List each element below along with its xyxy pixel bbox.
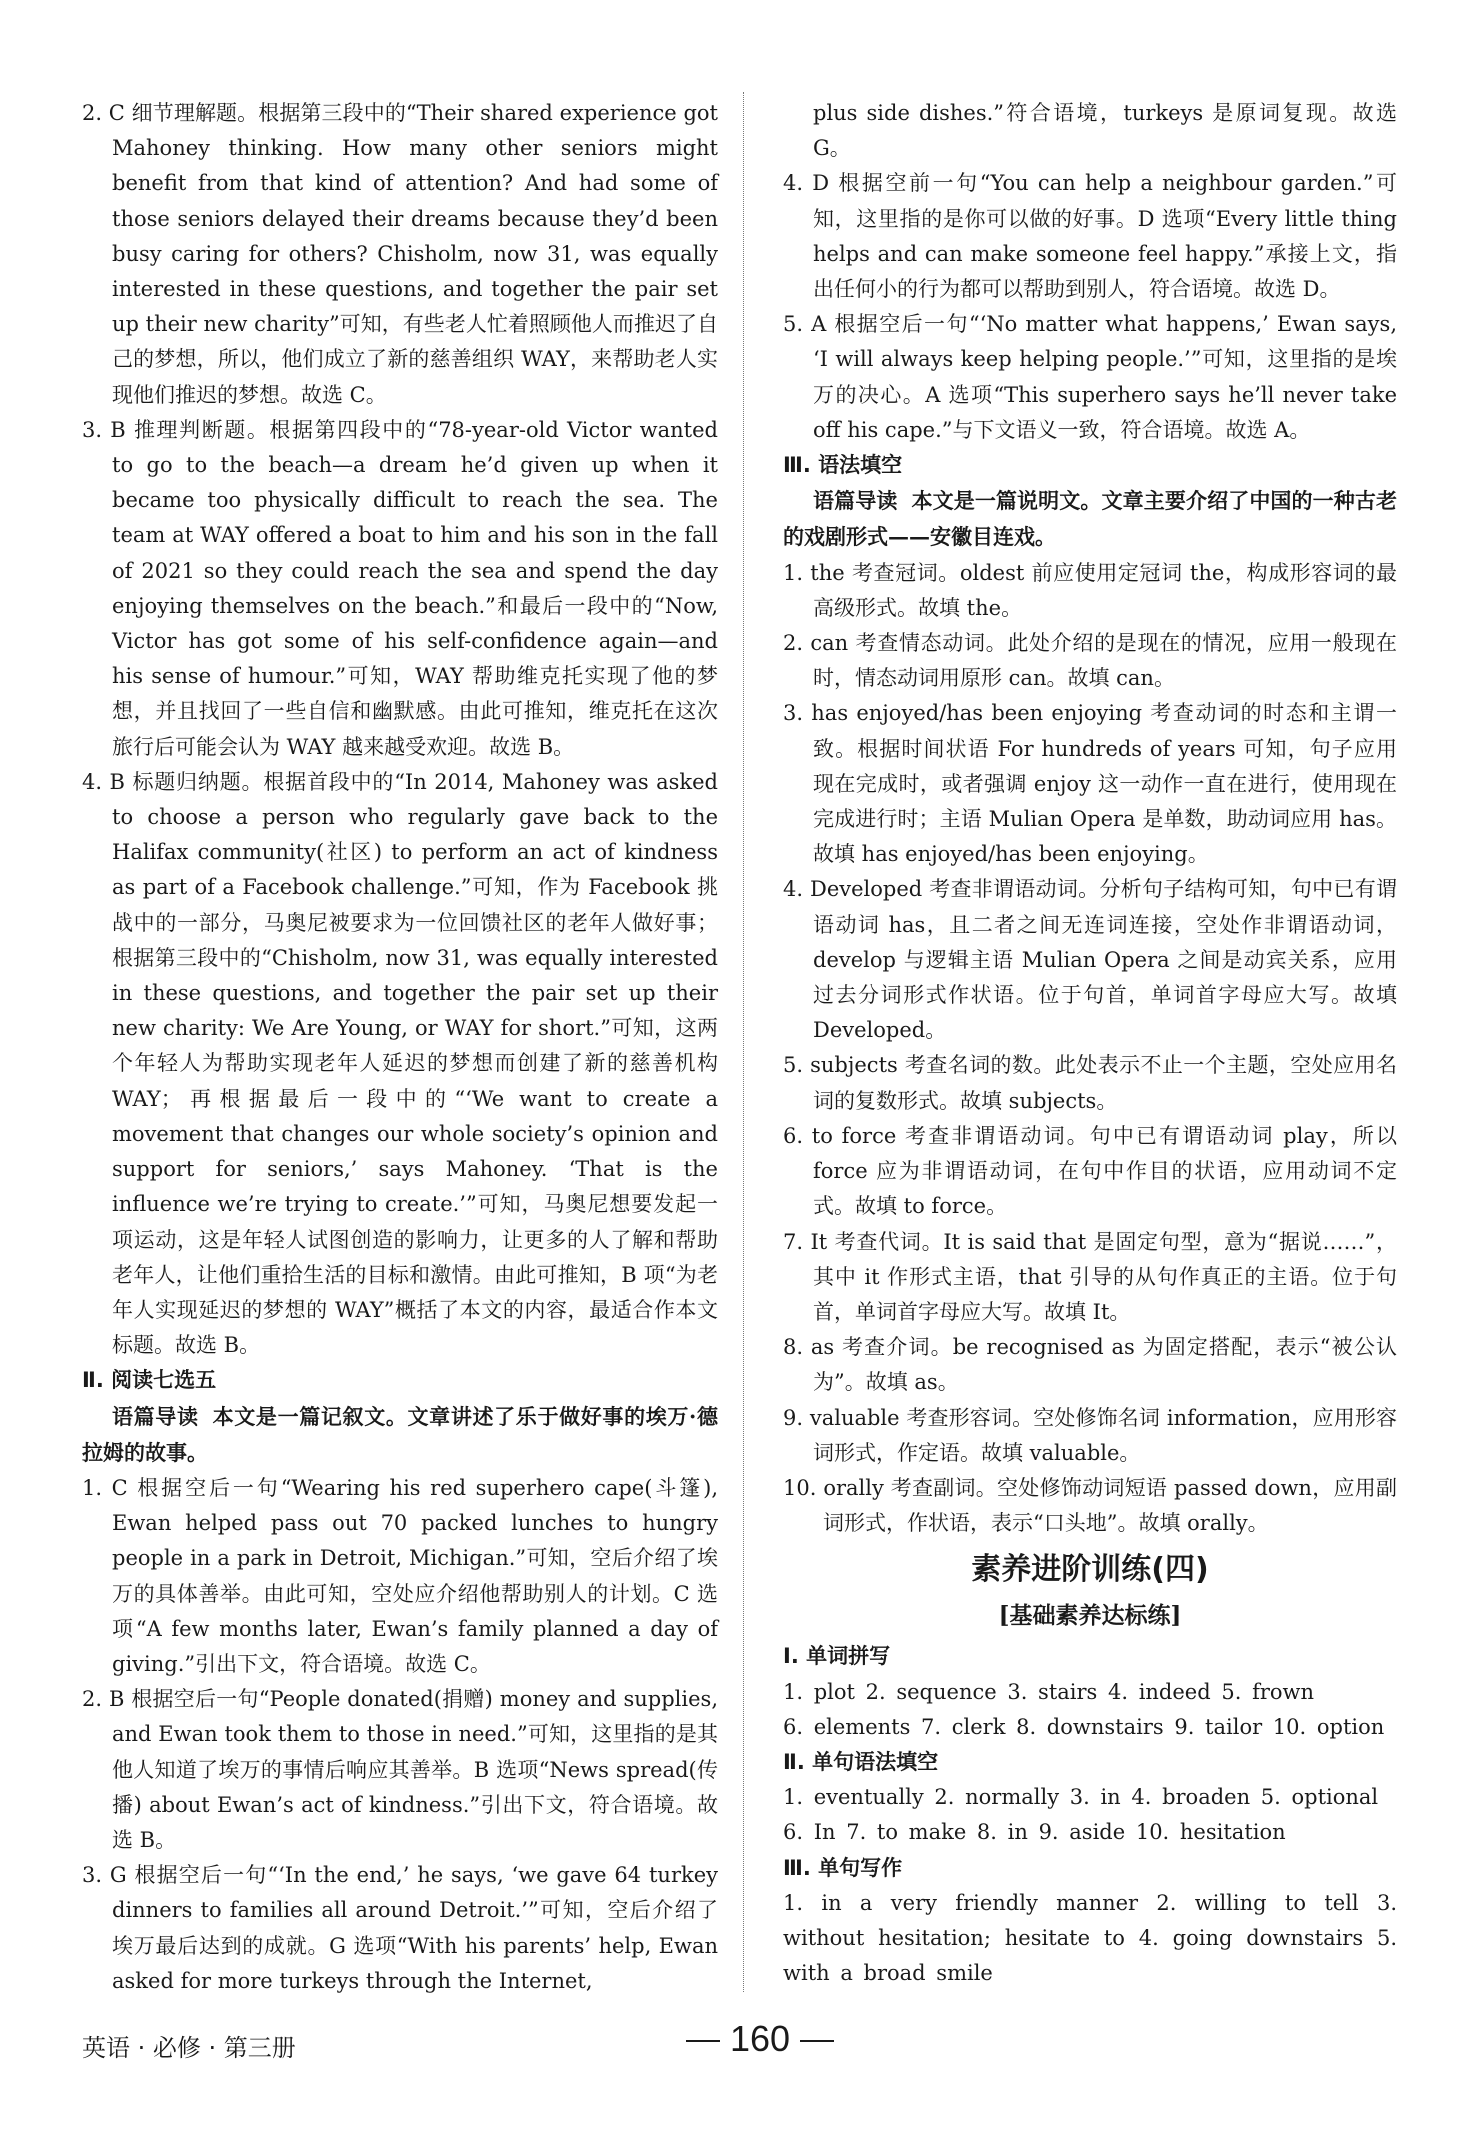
section-heading: Ⅲ. 单句写作 xyxy=(783,1855,903,1880)
answer-item: 3. G 根据空后一句“‘In the end,’ he says, ‘we gave 64 turkey dinners to families all around Detroit.’”可知，空后介绍了埃万最后达到的成就。G 选项“With his parents’ help, Ewan asked for more turkeys through the Internet, xyxy=(82,1863,718,1993)
passage-guide xyxy=(783,483,1397,555)
training-subtitle: [基础素养达标练] xyxy=(998,1602,1182,1630)
answer-item: 5. subjects 考查名词的数。此处表示不止一个主题，空处应用名词的复数形式。故填 subjects。 xyxy=(783,1053,1397,1113)
page-number-text: 160 xyxy=(729,2018,791,2059)
training-title: 素养进阶训练(四) xyxy=(971,1552,1209,1588)
answer-continued: plus side dishes.”符合语境，turkeys 是原词复现。故选 G。 xyxy=(813,101,1397,161)
answer-row: 1. in a very friendly manner 2. willing to tell 3. without hesitation; hesitate to 4. going downstairs 5. with a broad smile xyxy=(783,1890,1397,1986)
answer-item: 2. B 根据空后一句“People donated(捐赠) money and supplies, and Ewan took them to those in need.”可知，这里指的是其他人知道了埃万的事情后响应其善举。B 选项“News spread(传播) about Ewan’s act of kindness.”引出下文，符合语境。故选 B。 xyxy=(82,1687,718,1852)
answer-item: 2. C 细节理解题。根据第三段中的“Their shared experience got Mahoney thinking. How many other seniors might benefit from that kind of attention? And had some of those seniors delayed their dreams because they’d been busy caring for others? Chisholm, now 31, was equally interested in these questions, and together the pair set up their new charity”可知，有些老人忙着照顾他人而推迟了自己的梦想，所以，他们成立了新的慈善组织 WAY，来帮助老人实现他们推迟的梦想。故选 C。 xyxy=(82,101,718,407)
answer-item: 2. can 考查情态动词。此处介绍的是现在的情况，应用一般现在时，情态动词用原形 can。故填 can。 xyxy=(783,631,1397,691)
guide-label: 语篇导读 xyxy=(813,489,898,514)
guide-text: 本文是一篇说明文。文章主要介绍了中国的一种古老的戏剧形式——安徽目连戏。 xyxy=(783,488,1398,550)
answer-row: 6. In 7. to make 8. in 9. aside 10. hesitation xyxy=(783,1820,1286,1845)
guide-text: 本文是一篇记叙文。文章讲述了乐于做好事的埃万·德拉姆的故事。 xyxy=(82,1403,719,1465)
answer-item: 6. to force 考查非谓语动词。句中已有谓语动词 play，所以 force 应为非谓语动词，在句中作目的状语，应用动词不定式。故填 to force。 xyxy=(783,1123,1397,1219)
dash-left xyxy=(686,2040,720,2042)
answer-item: 5. A 根据空后一句“‘No matter what happens,’ Ewan says, ‘I will always keep helping people.’”可知，这里指的是埃万的决心。A 选项“This superhero says he’ll never take off his cape.”与下文语义一致，符合语境。故选 A。 xyxy=(783,312,1397,442)
answer-row: 1. eventually 2. normally 3. in 4. broaden 5. optional xyxy=(783,1785,1379,1810)
answer-item: 10. orally 考查副词。空处修饰动词短语 passed down，应用副词形式，作状语，表示“口头地”。故填 orally。 xyxy=(783,1475,1397,1536)
dash-right xyxy=(800,2040,834,2042)
answer-item: 1. the 考查冠词。oldest 前应使用定冠词 the，构成形容词的最高级形式。故填 the。 xyxy=(783,560,1397,620)
answer-item: 4. B 标题归纳题。根据首段中的“In 2014, Mahoney was asked to choose a person who regularly gave back to the Halifax community(社区) to perform an act of kindness as part of a Facebook challenge.”可知，作为 Facebook 挑战中的一部分，马奥尼被要求为一位回馈社区的老年人做好事；根据第三段中的“Chisholm, now 31, was equally interested in these questions, and together the pair set up their new charity: We Are Young, or WAY for short.”可知，这两个年轻人为帮助实现老年人延迟的梦想而创建了新的慈善机构 WAY；再根据最后一段中的“‘We want to create a movement that changes our whole society’s opinion and support for seniors,’ says Mahoney. ‘That is the influence we’re trying to create.’”可知，马奥尼想要发起一项运动，这是年轻人试图创造的影响力，让更多的人了解和帮助老年人，让他们重拾生活的目标和激情。由此可推知，B 项“为老年人实现延迟的梦想的 WAY”概括了本文的内容，最适合作本文标题。故选 B。 xyxy=(82,769,718,1358)
answer-item: 9. valuable 考查形容词。空处修饰名词 information，应用形容词形式，作定语。故填 valuable。 xyxy=(783,1405,1397,1465)
answer-item: 3. B 推理判断题。根据第四段中的“78-year-old Victor wanted to go to the beach—a dream he’d given up when it became too physically difficult to reach the sea. The team at WAY offered a boat to him and his son in the fall of 2021 so they could reach the sea and spend the day enjoying themselves on the beach.”和最后一段中的“Now, Victor has got some of his self-confidence again—and his sense of humour.”可知，WAY 帮助维克托实现了他的梦想，并且找回了一些自信和幽默感。由此可推知，维克托在这次旅行后可能会认为 WAY 越来越受欢迎。故选 B。 xyxy=(82,417,718,759)
right-column xyxy=(783,96,1397,1991)
answer-item: 1. C 根据空后一句“Wearing his red superhero cape(斗篷), Ewan helped pass out 70 packed lunches to hungry people in a park in Detroit, Michigan.”可知，空后介绍了埃万的具体善举。由此可知，空处应介绍他帮助别人的计划。C 选项“A few months later, Ewan’s family planned a day of giving.”引出下文，符合语境。故选 C。 xyxy=(82,1475,718,1676)
answer-item: 3. has enjoyed/has been enjoying 考查动词的时态和主谓一致。根据时间状语 For hundreds of years 可知，句子应用现在完成时，或者强调 enjoy 这一动作一直在进行，使用现在完成进行时；主语 Mulian Opera 是单数，助动词应用 has。故填 has enjoyed/has been enjoying。 xyxy=(783,701,1397,867)
answer-row: 6. elements 7. clerk 8. downstairs 9. tailor 10. option xyxy=(783,1714,1385,1739)
left-column xyxy=(82,96,718,1999)
answer-item: 8. as 考查介词。be recognised as 为固定搭配，表示“被公认为”。故填 as。 xyxy=(783,1335,1397,1395)
column-divider xyxy=(743,92,744,1992)
passage-guide xyxy=(82,1399,718,1471)
guide-label: 语篇导读 xyxy=(112,1404,199,1429)
section-heading: Ⅱ. 阅读七选五 xyxy=(82,1368,217,1393)
answer-item: 7. It 考查代词。It is said that 是固定句型，意为“据说……”，其中 it 作形式主语，that 引导的从句作真正的主语。位于句首，单词首字母应大写。故填 It。 xyxy=(783,1229,1397,1324)
answer-item: 4. D 根据空前一句“You can help a neighbour garden.”可知，这里指的是你可以做的好事。D 选项“Every little thing helps and can make someone feel happy.”承接上文，指出任何小的行为都可以帮助到别人，符合语境。故选 D。 xyxy=(783,171,1397,302)
section-heading: Ⅰ. 单词拼写 xyxy=(783,1644,891,1669)
answer-row: 1. plot 2. sequence 3. stairs 4. indeed 5. frown xyxy=(783,1679,1315,1704)
answer-item: 4. Developed 考查非谓语动词。分析句子结构可知，句中已有谓语动词 has，且二者之间无连词连接，空处作非谓语动词，develop 与逻辑主语 Mulian Opera 之间是动宾关系，应用过去分词形式作状语。位于句首，单词首字母应大写。故填 Developed。 xyxy=(783,877,1397,1043)
section-heading: Ⅲ. 语法填空 xyxy=(783,453,903,478)
section-heading: Ⅱ. 单句语法填空 xyxy=(783,1749,939,1774)
page-number xyxy=(670,2018,850,2060)
book-label: 英语 · 必修 · 第三册 xyxy=(82,2034,296,2062)
